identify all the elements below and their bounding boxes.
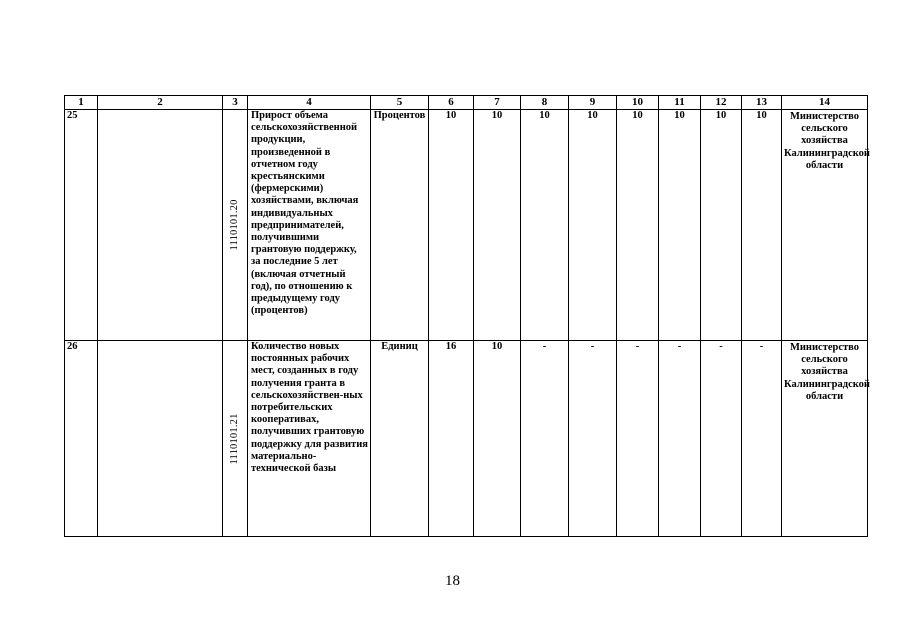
value-cell: 10 [429, 110, 474, 341]
value-cell: 10 [659, 110, 701, 341]
indicator-code: 1110101.21 [228, 412, 240, 465]
indicator-description: Количество новых постоянных рабочих мест, созданных в году получения гранта в сельскохозяйствен-ных потребительских кооперативах, получивших грантовую поддержку для развития материально-технической базы [248, 341, 371, 537]
column-header: 9 [569, 96, 617, 110]
row-number: 25 [65, 110, 98, 341]
column-header: 12 [701, 96, 742, 110]
row-col2 [98, 341, 223, 537]
indicator-code: 1110101.20 [228, 199, 240, 251]
table-row [65, 110, 868, 341]
page-number: 18 [445, 573, 460, 589]
column-header: 13 [742, 96, 782, 110]
column-header: 1 [65, 96, 98, 110]
value-cell: - [742, 341, 782, 537]
value-cell: 10 [474, 110, 521, 341]
responsible-cell: Министерство сельского хозяйства Калининградской области [782, 110, 868, 341]
value-cell: 10 [617, 110, 659, 341]
column-header: 4 [248, 96, 371, 110]
value-cell: - [701, 341, 742, 537]
code-cell [223, 110, 248, 341]
column-header: 14 [782, 96, 868, 110]
column-header: 8 [521, 96, 569, 110]
value-cell: 10 [521, 110, 569, 341]
column-header: 11 [659, 96, 701, 110]
code-cell [223, 341, 248, 537]
value-cell: - [569, 341, 617, 537]
column-header: 2 [98, 96, 223, 110]
column-header: 10 [617, 96, 659, 110]
value-cell: 10 [742, 110, 782, 341]
table-row [65, 341, 868, 537]
value-cell: - [521, 341, 569, 537]
indicator-description: Прирост объема сельскохозяйственной продукции, произведенной в отчетном году крестьянскими (фермерскими) хозяйствами, включая индивидуальных предпринимателей, получившими грантовую поддержку, за последние 5 лет (включая отчетный год), по отношению к предыдущему году (процентов) [248, 110, 371, 341]
unit-cell: Процентов [371, 110, 429, 341]
column-header: 3 [223, 96, 248, 110]
indicators-table [64, 95, 868, 537]
column-header: 5 [371, 96, 429, 110]
unit-cell: Единиц [371, 341, 429, 537]
column-header: 7 [474, 96, 521, 110]
value-cell: - [617, 341, 659, 537]
row-col2 [98, 110, 223, 341]
value-cell: 10 [701, 110, 742, 341]
column-header: 6 [429, 96, 474, 110]
value-cell: 10 [569, 110, 617, 341]
value-cell: 16 [429, 341, 474, 537]
value-cell: 10 [474, 341, 521, 537]
row-number: 26 [65, 341, 98, 537]
value-cell: - [659, 341, 701, 537]
responsible-cell: Министерство сельского хозяйства Калининградской области [782, 341, 868, 537]
header-row [65, 96, 868, 110]
